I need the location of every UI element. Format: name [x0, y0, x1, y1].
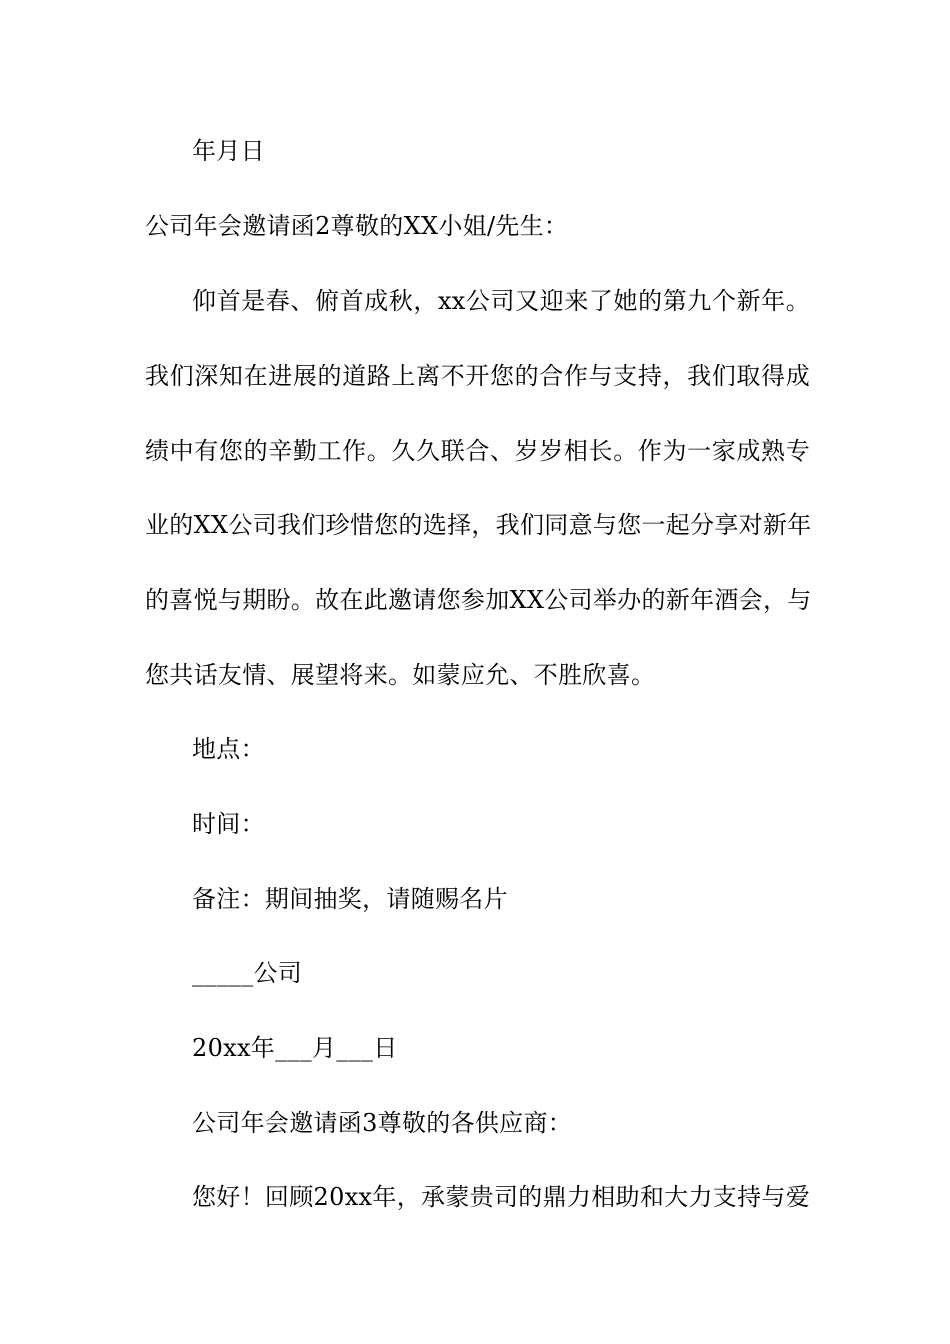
signature-date-line: 20xx年___月___日	[192, 1034, 398, 1062]
company-signature-line: _____公司	[192, 959, 303, 987]
paragraph-line: 您共话友情、展望将来。如蒙应允、不胜欣喜。	[145, 661, 656, 689]
paragraph-line: 业的XX公司我们珍惜您的选择，我们同意与您一起分享对新年	[145, 511, 812, 539]
date-placeholder-line: 年月日	[192, 137, 265, 165]
paragraph-line: 您好！回顾20xx年，承蒙贵司的鼎力相助和大力支持与爱	[192, 1183, 810, 1211]
paragraph-line: 的喜悦与期盼。故在此邀请您参加XX公司举办的新年酒会，与	[145, 586, 812, 614]
paragraph-line: 我们深知在进展的道路上离不开您的合作与支持，我们取得成	[145, 362, 810, 390]
remark-line: 备注：期间抽奖，请随赐名片	[192, 885, 508, 913]
paragraph-line: 绩中有您的辛勤工作。久久联合、岁岁相长。作为一家成熟专	[145, 437, 810, 465]
location-label: 地点：	[192, 735, 265, 763]
invitation-2-heading: 公司年会邀请函2尊敬的XX小姐/先生：	[145, 212, 569, 240]
time-label: 时间：	[192, 810, 265, 838]
invitation-3-heading: 公司年会邀请函3尊敬的各供应商：	[192, 1109, 573, 1137]
paragraph-line: 仰首是春、俯首成秋，xx公司又迎来了她的第九个新年。	[192, 287, 810, 315]
